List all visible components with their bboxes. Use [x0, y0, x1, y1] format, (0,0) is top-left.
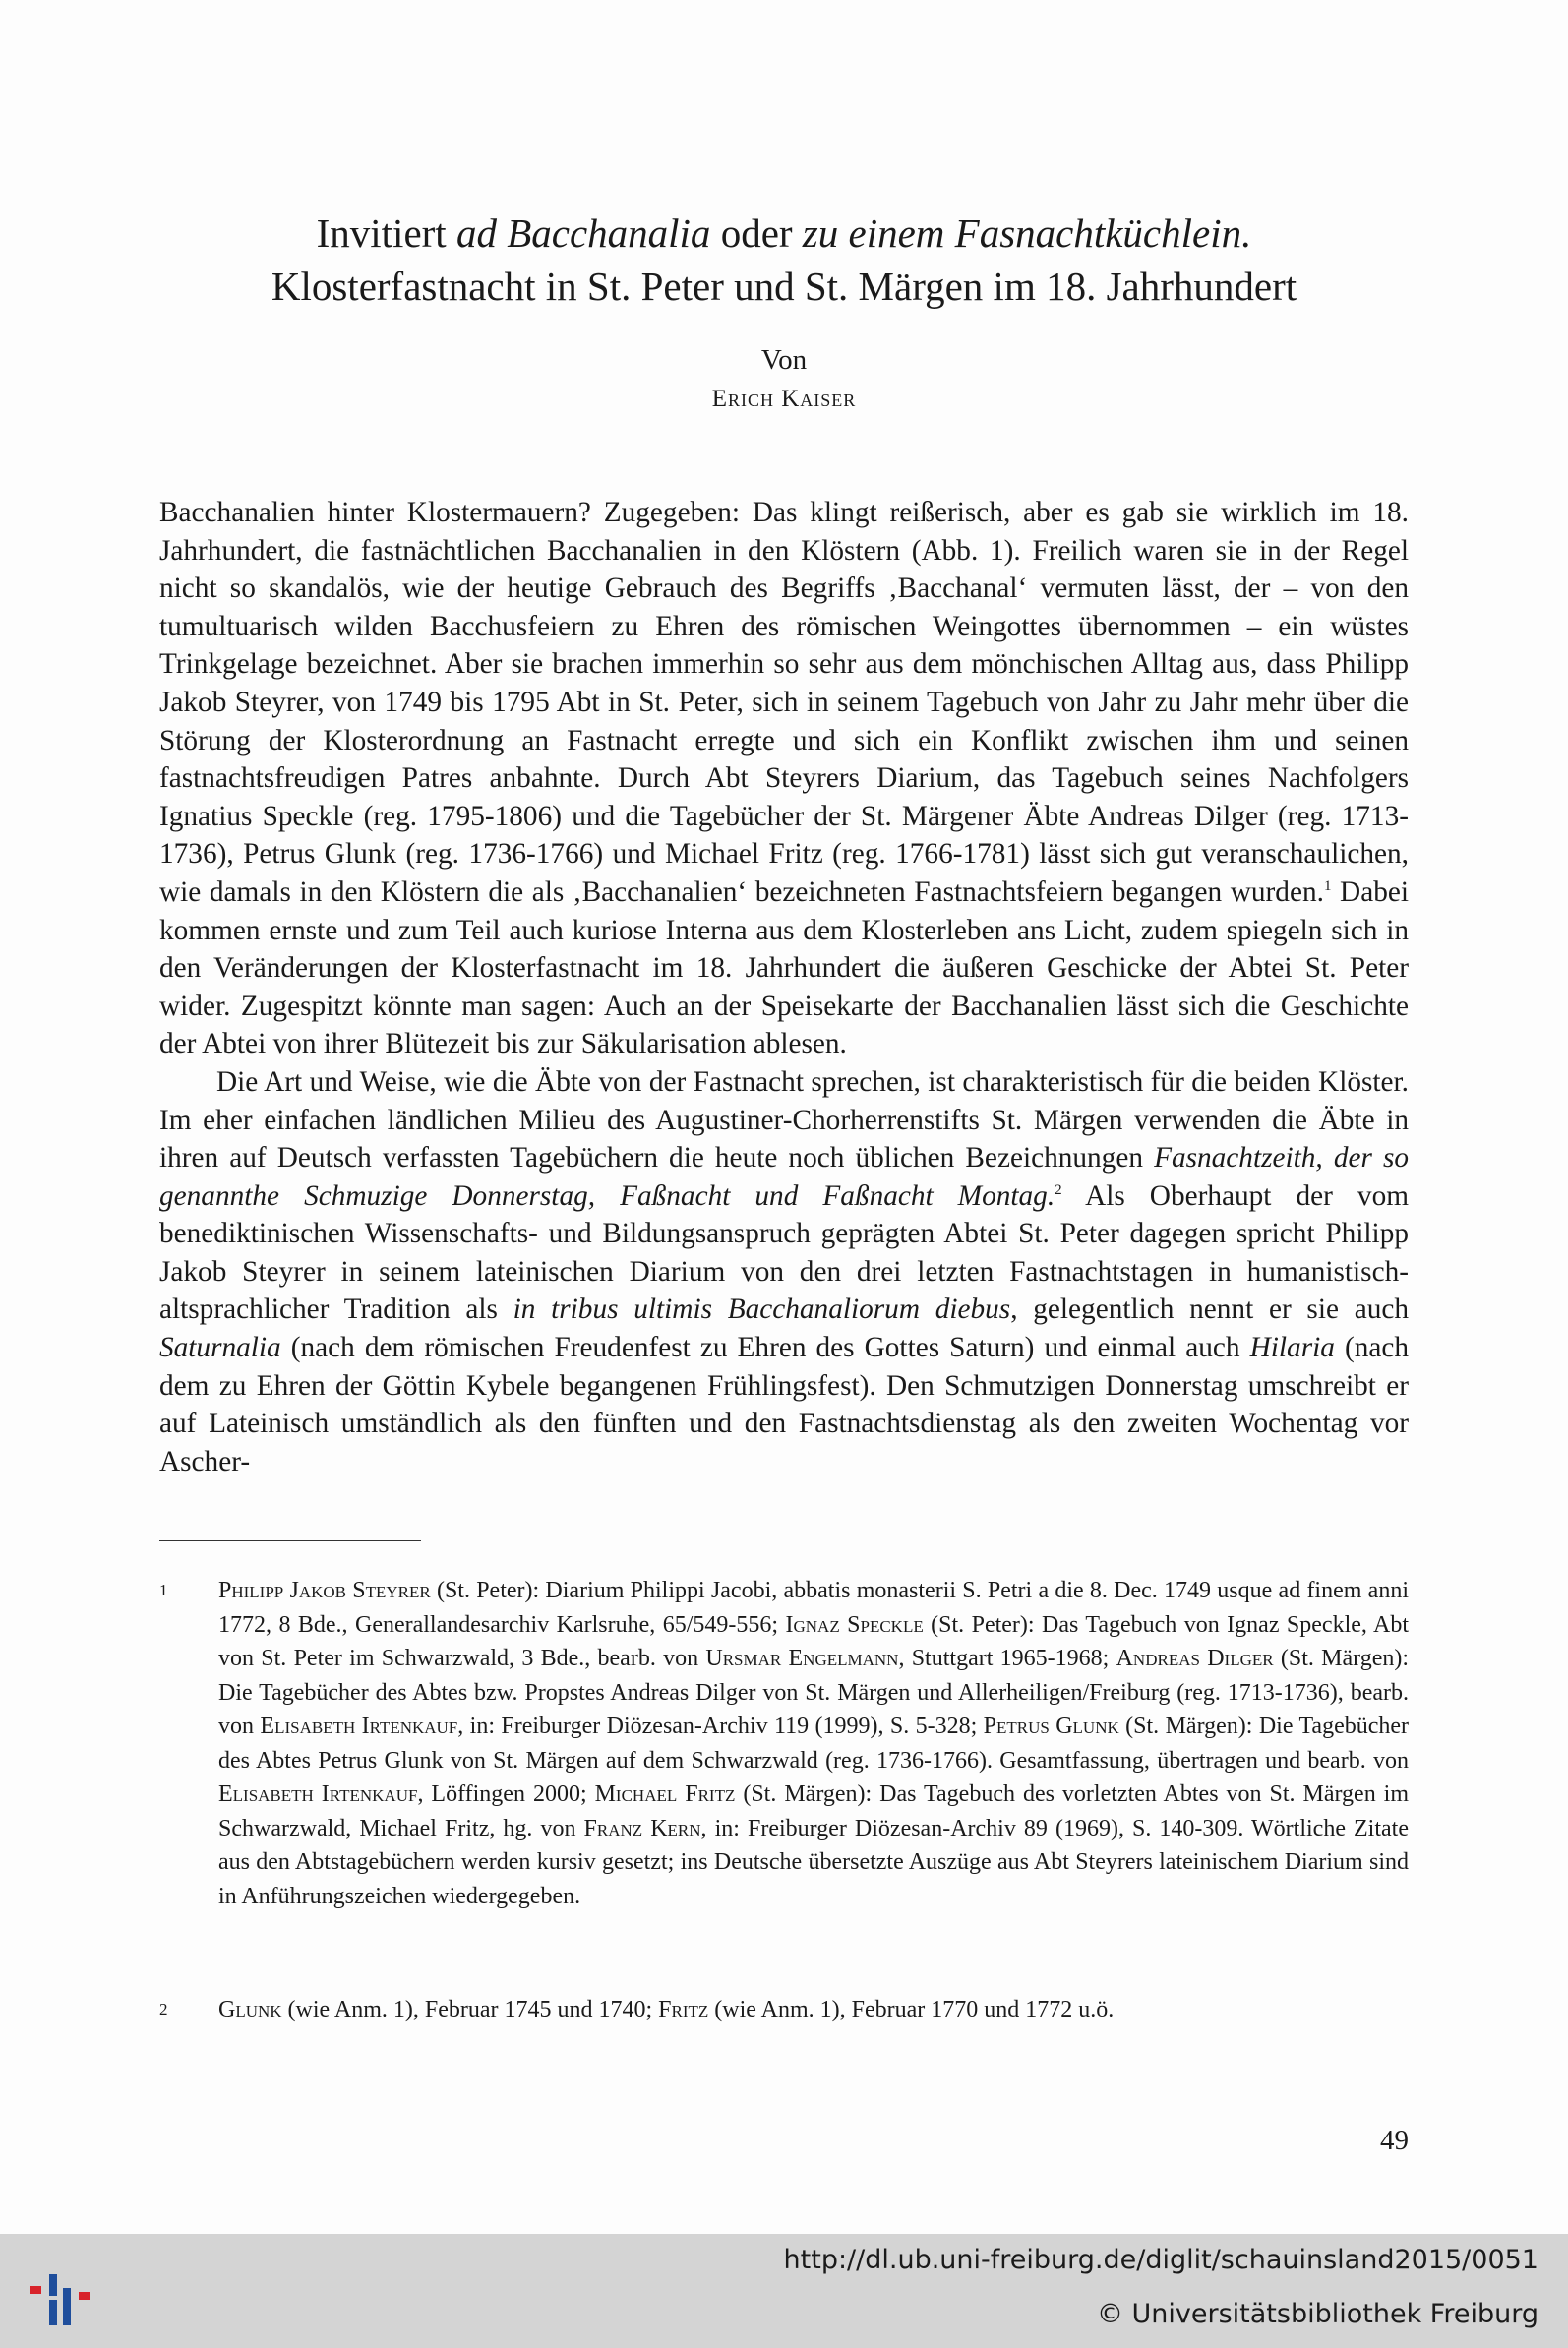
article-title-line-2: Klosterfastnacht in St. Peter und St. Märgen im 18. Jahrhundert: [271, 264, 1297, 309]
footnote-text: Glunk (wie Anm. 1), Februar 1745 und 1740; Fritz (wie Anm. 1), Februar 1770 und 1772 u.ö.: [218, 1997, 1115, 2022]
paragraph-1: Bacchanalien hinter Klostermauern? Zugegeben: Das klingt reißerisch, aber es gab sie wirklich im 18. Jahrhundert, die fastnächtlichen Bacchanalien in den Klöstern (Abb. 1). Freilich waren sie in der Regel nicht so skandalös, wie der heutige Gebrauch des Begriffs ‚Bacchanal‘ vermuten lässt, der – von den tumultuarisch wilden Bacchusfeiern zu Ehren des römischen Weingottes übernommen – ein wüstes Trinkgelage bezeichnet. Aber sie brachen immerhin so sehr aus dem mönchischen Alltag aus, dass Philipp Jakob Steyrer, von 1749 bis 1795 Abt in St. Peter, sich in seinem Tagebuch von Jahr zu Jahr mehr über die Störung der Klosterordnung an Fastnacht erregte und sich ein Konflikt zwischen ihm und seinen fastnachtsfreudigen Patres anbahnte. Durch Abt Steyrers Diarium, das Tagebuch seines Nachfolgers Ignatius Speckle (reg. 1795-1806) und die Tagebücher der St. Märgener Äbte Andreas Dilger (reg. 1713-1736), Petrus Glunk (reg. 1736-1766) und Michael Fritz (reg. 1766-1781) lässt sich gut veranschaulichen, wie damals in den Klöstern die als ‚Bacchanalien‘ bezeichneten Fastnachtsfeiern begangen wurden.$^1$ Dabei kommen ernste und zum Teil auch kuriose Interna aus dem Klosterleben ans Licht, zudem spiegeln sich in den Veränderungen der Klosterfastnacht im 18. Jahrhundert die äußeren Geschicke der Abtei St. Peter wider. Zugespitzt könnte man sagen: Auch an der Speisekarte der Bacchanalien lässt sich die Geschichte der Abtei von ihrer Blütezeit bis zur Säkularisation ablesen.: [159, 497, 1409, 1060]
footnote-2: [159, 1993, 1409, 2027]
author-name: Erich Kaiser: [711, 386, 857, 412]
footnote-ref-2[interactable]: 2: [1055, 1181, 1062, 1198]
footnote-1: [159, 1574, 1409, 1913]
library-logo-icon: [22, 2253, 100, 2331]
page-number: 49: [1380, 2125, 1409, 2156]
body-text: [159, 494, 1409, 1480]
footnote-ref-1[interactable]: 1: [1323, 878, 1332, 895]
footnote-text: Philipp Jakob Steyrer (St. Peter): Diarium Philippi Jacobi, abbatis monasterii S. Petri a die 8. Dec. 1749 usque ad finem anni 1772, 8 Bde., Generallandesarchiv Karlsruhe, 65/549-556; Ignaz Speckle (St. Peter): Das Tagebuch von Ignaz Speckle, Abt von St. Peter im Schwarzwald, 3 Bde., bearb. von Ursmar Engelmann, Stuttgart 1965-1968; Andreas Dilger (St. Märgen): Die Tagebücher des Abtes bzw. Propstes Andreas Dilger von St. Märgen und Allerheiligen/Freiburg (reg. 1713-1736), bearb. von Elisabeth Irtenkauf, in: Freiburger Diözesan-Archiv 119 (1999), S. 5-328; Petrus Glunk (St. Märgen): Die Tagebücher des Abtes Petrus Glunk von St. Märgen auf dem Schwarzwald (reg. 1736-1766). Gesamtfassung, übertragen und bearb. von Elisabeth Irtenkauf, Löffingen 2000; Michael Fritz (St. Märgen): Das Tagebuch des vorletzten Abtes von St. Märgen im Schwarzwald, Michael Fritz, hg. von Franz Kern, in: Freiburger Diözesan-Archiv 89 (1969), S. 140-309. Wörtliche Zitate aus den Abtstagebüchern werden kursiv gesetzt; ins Deutsche übersetzte Auszüge aus Abt Steyrers lateinischem Diarium sind in Anführungszeichen wiedergegeben.: [218, 1578, 1410, 1909]
byline-von: Von: [760, 344, 808, 376]
article-title-line-1: Invitiert ad Bacchanalia oder zu einem Fasnachtküchlein.: [316, 211, 1252, 256]
footnote-divider: [159, 1540, 421, 1541]
paragraph-2: Die Art und Weise, wie die Äbte von der Fastnacht sprechen, ist charakteristisch für die beiden Klöster. Im eher einfachen ländlichen Milieu des Augustiner-Chorherrenstifts St. Märgen verwenden die Äbte in ihren auf Deutsch verfassten Tagebüchern die heute noch üblichen Bezeichnungen Fasnachtzeith, der so genannthe Schmuzige Donnerstag, Faßnacht und Faßnacht Montag.$^2$ Als Oberhaupt der vom benediktinischen Wissenschafts- und Bildungsanspruch geprägten Abtei St. Peter dagegen spricht Philipp Jakob Steyrer in seinem lateinischen Diarium von den drei letzten Fastnachtstagen in humanistisch-altsprachlicher Tradition als in tribus ultimis Bacchanaliorum diebus, gelegentlich nennt er sie auch Saturnalia (nach dem römischen Freudenfest zu Ehren des Gottes Saturn) und einmal auch Hilaria (nach dem zu Ehren der Göttin Kybele begangenen Frühlingsfest). Den Schmutzigen Donnerstag umschreibt er auf Lateinisch umständlich als den fünften und den Fastnachtsdienstag als den zweiten Wochentag vor Ascher-: [159, 1065, 1410, 1477]
copyright-notice: © Universitätsbibliothek Freiburg: [1096, 2299, 1538, 2329]
permalink-url[interactable]: http://dl.ub.uni-freiburg.de/diglit/schauinsland2015/0051: [783, 2245, 1538, 2275]
footnote-number: 1: [159, 1581, 168, 1599]
footnote-number: 2: [159, 2000, 168, 2018]
